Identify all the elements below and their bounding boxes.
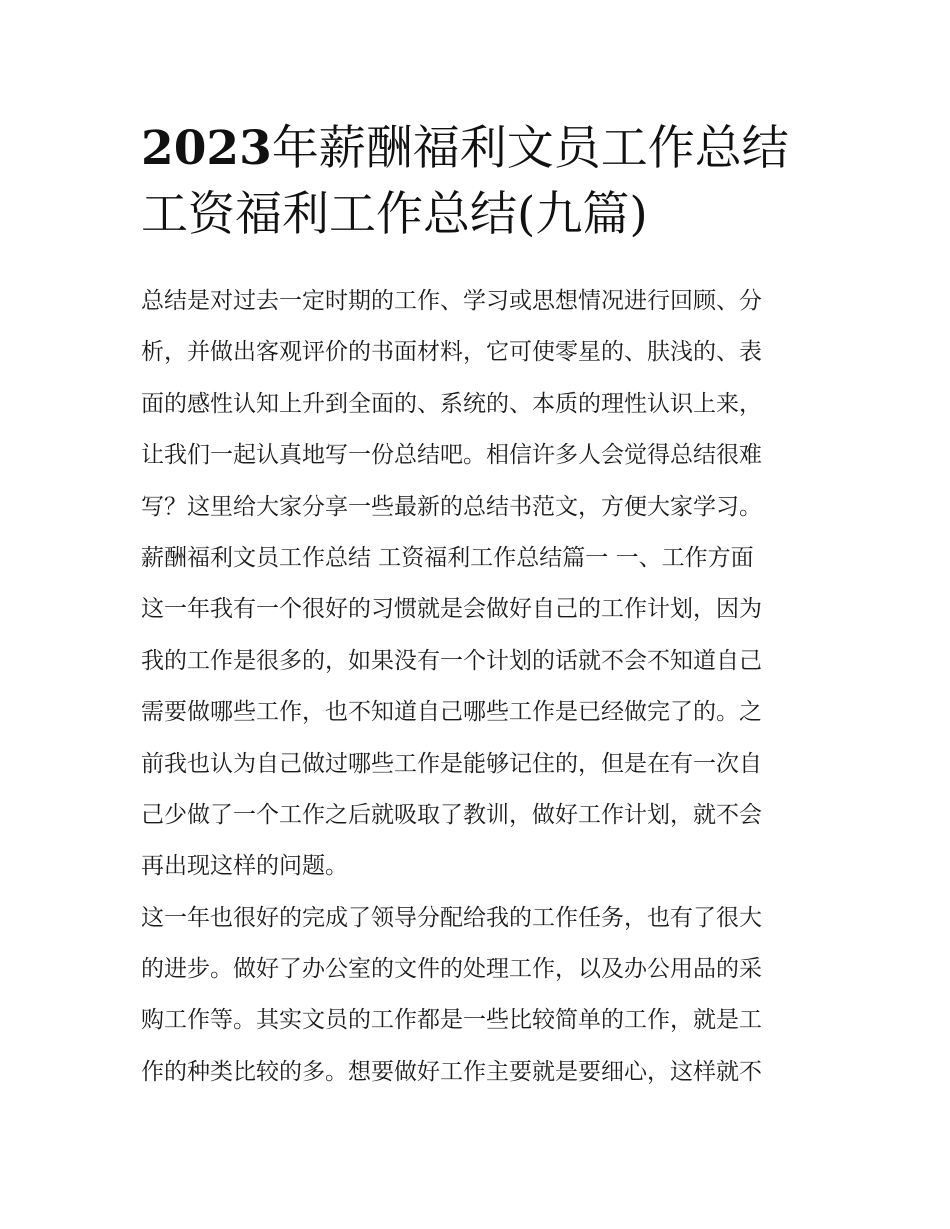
body-line: 再出现这样的问题。 xyxy=(141,853,348,880)
body-line: 购工作等。其实文员的工作都是一些比较简单的工作，就是工 xyxy=(141,1007,762,1034)
title-line-1 xyxy=(141,116,821,182)
body-line: 总结是对过去一定时期的工作、学习或思想情况进行回顾、分 xyxy=(141,288,762,314)
body-line: 需要做哪些工作，也不知道自己哪些工作是已经做完了的。之 xyxy=(141,699,762,726)
body-line: 让我们一起认真地写一份总结吧。相信许多人会觉得总结很难 xyxy=(141,442,762,469)
body-line: 这一年也很好的完成了领导分配给我的工作任务，也有了很大 xyxy=(141,904,762,931)
body-line: 薪酬福利文员工作总结 工资福利工作总结篇一 一、工作方面 xyxy=(141,544,754,571)
body-line: 析，并做出客观评价的书面材料，它可使零星的、肤浅的、表 xyxy=(141,339,762,366)
body-line: 的进步。做好了办公室的文件的处理工作，以及办公用品的采 xyxy=(141,956,762,983)
body-line: 这一年我有一个很好的习惯就是会做好自己的工作计划，因为 xyxy=(141,596,762,623)
body-line: 作的种类比较的多。想要做好工作主要就是要细心，这样就不 xyxy=(141,1058,762,1085)
body-line: 面的感性认知上升到全面的、系统的、本质的理性认识上来， xyxy=(141,390,762,417)
body-line: 己少做了一个工作之后就吸取了教训，做好工作计划，就不会 xyxy=(141,801,762,828)
body-line: 前我也认为自己做过哪些工作是能够记住的，但是在有一次自 xyxy=(141,750,762,777)
document-title xyxy=(141,116,821,248)
body-line: 写？这里给大家分享一些最新的总结书范文，方便大家学习。 xyxy=(141,493,762,520)
title-line-1-text: 年薪酬福利文员工作总结 xyxy=(271,121,789,176)
body-line: 我的工作是很多的，如果没有一个计划的话就不会不知道自己 xyxy=(141,647,762,674)
title-year: 2023 xyxy=(141,121,272,176)
document-body xyxy=(141,276,821,1098)
title-line-2: 工资福利工作总结(九篇) xyxy=(141,187,648,242)
